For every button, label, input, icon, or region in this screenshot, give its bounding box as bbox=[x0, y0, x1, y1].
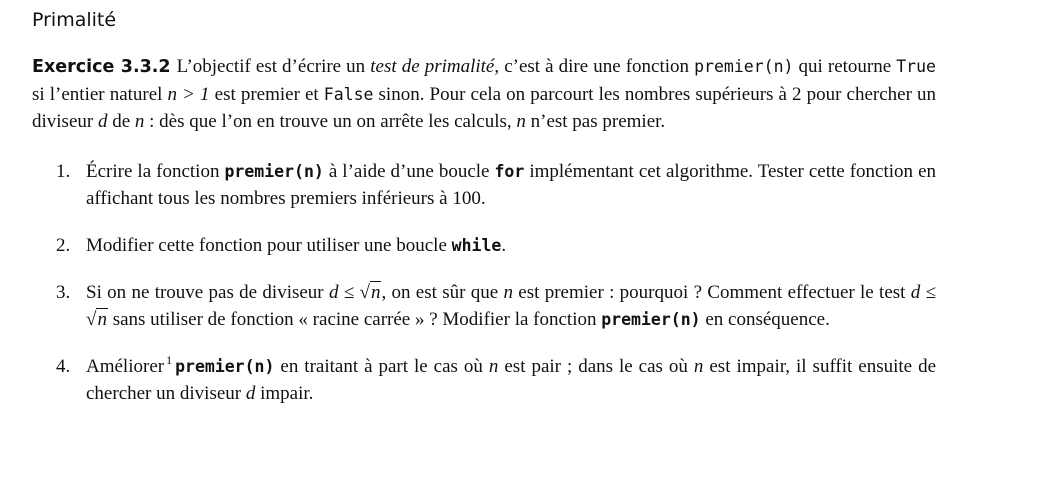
question-item-3 bbox=[32, 279, 936, 333]
text: à l’aide d’une boucle bbox=[323, 161, 495, 182]
text: Écrire la fonction bbox=[86, 161, 225, 182]
sqrt-radicand: n bbox=[97, 309, 107, 330]
math-inline: d bbox=[245, 383, 256, 404]
math-inline: d bbox=[97, 111, 108, 132]
text: est premier et bbox=[209, 84, 324, 105]
math-inline: n bbox=[503, 282, 513, 303]
text: , on est sûr que bbox=[381, 282, 504, 303]
question-list bbox=[32, 158, 936, 407]
text: , c’est à dire une fonction bbox=[494, 56, 695, 77]
text: sans utiliser de fonction « racine carrée » ? Modifier la fonction bbox=[107, 309, 602, 330]
sqrt-expression bbox=[360, 279, 382, 306]
math-inline: d ≤ bbox=[910, 282, 936, 303]
math-inline: d ≤ bbox=[328, 282, 360, 303]
code-for: for bbox=[494, 162, 525, 181]
item-number: 1. bbox=[56, 161, 71, 182]
text: L’objectif est d’écrire un bbox=[176, 56, 371, 77]
item-number: 2. bbox=[56, 235, 71, 256]
text: qui retourne bbox=[793, 56, 897, 77]
item-number: 3. bbox=[56, 282, 71, 303]
question-item-2 bbox=[32, 232, 936, 259]
document-page bbox=[32, 6, 936, 427]
text: : dès que l’on en trouve un on arrête les calculs, bbox=[144, 111, 517, 132]
text: Améliorer bbox=[86, 356, 165, 377]
text: Si on ne trouve pas de diviseur bbox=[86, 282, 329, 303]
math-inline: n bbox=[693, 356, 704, 377]
text: Modifier cette fonction pour utiliser une boucle bbox=[86, 235, 452, 256]
math-inline: n bbox=[134, 111, 145, 132]
item-number: 4. bbox=[56, 356, 71, 377]
code-premier: premier(n) bbox=[601, 310, 701, 329]
code-false: False bbox=[323, 85, 374, 104]
section-title: Primalité bbox=[32, 9, 117, 31]
sqrt-radicand: n bbox=[370, 282, 381, 303]
emphasis-text: test de primalité bbox=[370, 56, 495, 77]
sqrt-expression bbox=[86, 306, 108, 333]
footnote-marker[interactable]: 1 bbox=[166, 353, 173, 367]
sqrt-symbol-icon: √ bbox=[86, 309, 97, 330]
text: est pair ; dans le cas où bbox=[498, 356, 694, 377]
math-inline: n bbox=[516, 111, 526, 132]
question-item-4 bbox=[32, 353, 936, 407]
text: implémentant cet algorithme. Tester cette fonction en affichant tous les nombres premiers inférieurs à 100. bbox=[86, 161, 937, 209]
text: de bbox=[107, 111, 135, 132]
code-premier: premier(n) bbox=[694, 57, 794, 76]
question-item-1 bbox=[32, 158, 936, 212]
exercise-label: Exercice 3.3.2 bbox=[32, 57, 171, 77]
text: en conséquence. bbox=[700, 309, 830, 330]
math-inline: n > 1 bbox=[167, 84, 210, 105]
text: est impair, il suffit ensuite de chercher un diviseur bbox=[86, 356, 937, 404]
text: . bbox=[501, 235, 507, 256]
text: impair. bbox=[255, 383, 314, 404]
code-true: True bbox=[896, 57, 936, 76]
math-inline: n bbox=[488, 356, 499, 377]
sqrt-symbol-icon: √ bbox=[359, 282, 370, 303]
text: n’est pas premier. bbox=[525, 111, 666, 132]
code-premier: premier(n) bbox=[175, 357, 275, 376]
text: sinon. Pour cela on parcourt les nombres supérieurs à 2 pour chercher un diviseur bbox=[32, 84, 937, 132]
text: est premier : pourquoi ? Comment effectuer le test bbox=[512, 282, 911, 303]
text: si l’entier naturel bbox=[32, 84, 168, 105]
exercise-statement bbox=[32, 53, 936, 135]
text: en traitant à part le cas où bbox=[274, 356, 489, 377]
code-premier: premier(n) bbox=[224, 162, 324, 181]
code-while: while bbox=[451, 236, 502, 255]
